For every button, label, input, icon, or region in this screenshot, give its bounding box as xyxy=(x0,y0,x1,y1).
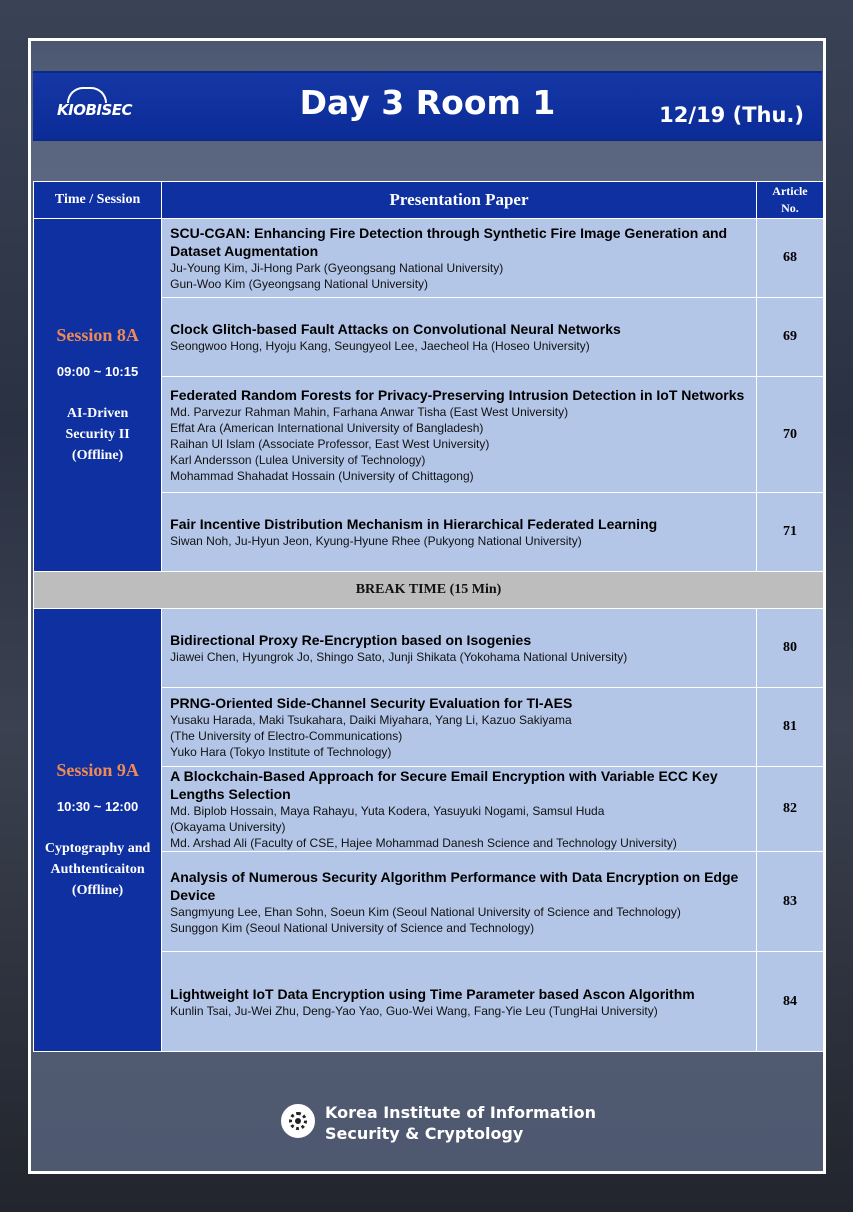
col-header-time: Time / Session xyxy=(34,182,162,219)
article-number: 81 xyxy=(756,688,823,767)
paper-authors: Md. Arshad Ali (Faculty of CSE, Hajee Mohammad Danesh Science and Technology University) xyxy=(170,836,677,850)
article-number: 80 xyxy=(756,609,823,688)
paper-authors: Gun-Woo Kim (Gyeongsang National University) xyxy=(170,277,429,291)
paper-title: Lightweight IoT Data Encryption using Time Parameter based Ascon Algorithm xyxy=(170,985,695,1002)
kiisc-emblem-icon xyxy=(281,1104,315,1138)
paper-cell xyxy=(162,609,757,688)
paper-authors: Sangmyung Lee, Ehan Sohn, Soeun Kim (Seoul National University of Science and Technology) xyxy=(170,904,681,919)
article-number: 71 xyxy=(756,493,823,572)
break-row xyxy=(34,572,824,609)
paper-cell xyxy=(162,952,757,1052)
organization-name: Korea Institute of Information Security & Cryptology xyxy=(325,1103,597,1143)
session-time: 09:00 ~ 10:15 xyxy=(56,363,139,379)
session-name: Session 8A xyxy=(56,324,139,345)
paper-authors: Ju-Young Kim, Ji-Hong Park (Gyeongsang National University) xyxy=(170,261,504,275)
article-number: 70 xyxy=(756,377,823,493)
paper-authors: (Okayama University) xyxy=(170,820,286,834)
paper-cell xyxy=(162,298,757,377)
paper-title: Clock Glitch-based Fault Attacks on Convolutional Neural Networks xyxy=(170,321,621,337)
poster-frame xyxy=(28,38,826,1174)
paper-authors: Seongwoo Hong, Hyoju Kang, Seungyeol Lee, Jaecheol Ha (Hoseo University) xyxy=(170,339,590,353)
col-header-paper: Presentation Paper xyxy=(162,182,757,219)
paper-authors: Yusaku Harada, Maki Tsukahara, Daiki Miyahara, Yang Li, Kazuo Sakiyama xyxy=(170,713,572,727)
kiisc-logo: KIOBISEC xyxy=(57,87,123,125)
break-label: BREAK TIME (15 Min) xyxy=(34,572,824,609)
article-number: 83 xyxy=(756,852,823,952)
page-title: Day 3 Room 1 xyxy=(299,83,556,122)
session-time: 10:30 ~ 12:00 xyxy=(56,798,139,814)
paper-cell xyxy=(162,767,757,852)
paper-cell xyxy=(162,688,757,767)
session-name: Session 9A xyxy=(56,759,139,780)
article-number: 68 xyxy=(756,219,823,298)
paper-cell xyxy=(162,852,757,952)
paper-cell xyxy=(162,493,757,572)
paper-title: Analysis of Numerous Security Algorithm Performance with Data Encryption on Edge Device xyxy=(170,868,739,903)
session-cell-8a xyxy=(34,219,162,572)
paper-authors: Mohammad Shahadat Hossain (University of Chittagong) xyxy=(170,468,474,483)
paper-authors: Sunggon Kim (Seoul National University of Science and Technology) xyxy=(170,920,535,935)
session-topic: AI-Driven Security II (Offline) xyxy=(65,405,130,463)
paper-cell xyxy=(162,377,757,493)
paper-cell xyxy=(162,219,757,298)
schedule-table xyxy=(33,181,824,1052)
paper-authors: Siwan Noh, Ju-Hyun Jeon, Kyung-Hyune Rhee (Pukyong National University) xyxy=(170,534,582,548)
paper-authors: Yuko Hara (Tokyo Institute of Technology) xyxy=(170,745,392,759)
paper-title: Federated Random Forests for Privacy-Preserving Intrusion Detection in IoT Networks xyxy=(170,386,745,403)
footer-organization xyxy=(281,1102,601,1146)
table-row xyxy=(34,219,824,298)
article-number: 84 xyxy=(756,952,823,1052)
paper-title: Bidirectional Proxy Re-Encryption based on Isogenies xyxy=(170,632,532,648)
col-header-article: Article No. xyxy=(756,182,823,219)
article-number: 69 xyxy=(756,298,823,377)
session-cell-9a xyxy=(34,609,162,1052)
header-banner xyxy=(33,71,822,141)
paper-title: PRNG-Oriented Side-Channel Security Evaluation for TI-AES xyxy=(170,695,573,711)
table-row xyxy=(34,609,824,688)
paper-authors: Jiawei Chen, Hyungrok Jo, Shingo Sato, Junji Shikata (Yokohama National University) xyxy=(170,650,628,664)
paper-authors: Md. Biplob Hossain, Maya Rahayu, Yuta Kodera, Yasuyuki Nogami, Samsul Huda xyxy=(170,804,605,818)
paper-title: Fair Incentive Distribution Mechanism in Hierarchical Federated Learning xyxy=(170,516,658,532)
paper-title: SCU-CGAN: Enhancing Fire Detection through Synthetic Fire Image Generation and Dataset Augmentation xyxy=(170,225,728,259)
table-header-row xyxy=(34,182,824,219)
paper-authors: Kunlin Tsai, Ju-Wei Zhu, Deng-Yao Yao, Guo-Wei Wang, Fang-Yie Leu (TungHai University) xyxy=(170,1003,658,1018)
article-number: 82 xyxy=(756,767,823,852)
session-topic: Cyptography and Authtenticaiton (Offline) xyxy=(44,840,151,898)
session-date: 12/19 (Thu.) xyxy=(659,103,804,127)
paper-authors: Raihan Ul Islam (Associate Professor, East West University) xyxy=(170,436,490,451)
paper-authors: Karl Andersson (Lulea University of Technology) xyxy=(170,452,426,467)
paper-authors: Md. Parvezur Rahman Mahin, Farhana Anwar Tisha (East West University) xyxy=(170,404,569,419)
paper-title: A Blockchain-Based Approach for Secure Email Encryption with Variable ECC Key Lengths Selection xyxy=(170,768,718,802)
paper-authors: Effat Ara (American International University of Bangladesh) xyxy=(170,420,484,435)
paper-authors: (The University of Electro-Communications) xyxy=(170,729,403,743)
